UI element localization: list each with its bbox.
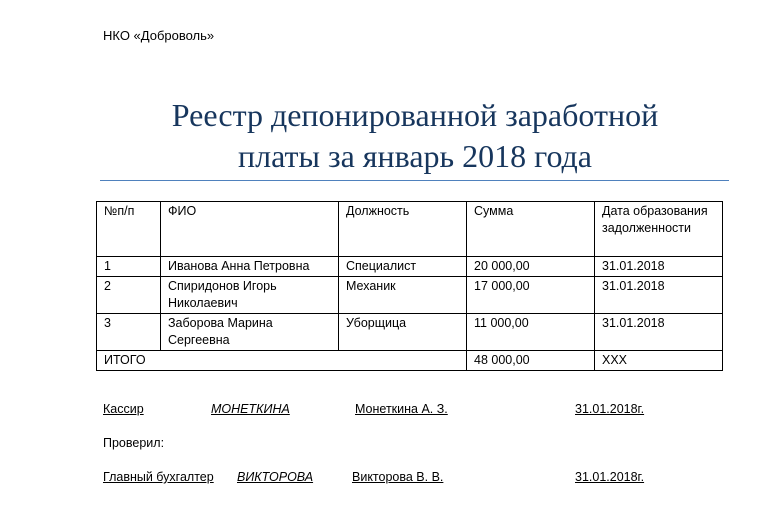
total-amount: 48 000,00 <box>467 351 595 371</box>
checked-label: Проверил: <box>103 436 165 450</box>
header-amount: Сумма <box>467 202 595 257</box>
row-date: 31.01.2018 <box>595 314 723 351</box>
row-name: Заборова Марина Сергеевна <box>161 314 339 351</box>
table-total-row <box>97 351 723 371</box>
accountant-role: Главный бухгалтер <box>103 470 214 484</box>
accountant-signature: ВИКТОРОВА <box>237 470 314 484</box>
header-fio: ФИО <box>161 202 339 257</box>
total-label: ИТОГО <box>97 351 467 371</box>
row-amount: 11 000,00 <box>467 314 595 351</box>
header-position: Должность <box>339 202 467 257</box>
row-position: Уборщица <box>339 314 467 351</box>
row-date: 31.01.2018 <box>595 277 723 314</box>
row-number: 1 <box>97 257 161 277</box>
cashier-date: 31.01.2018г. <box>575 402 645 416</box>
table-row <box>97 314 723 351</box>
cashier-role: Кассир <box>103 402 144 416</box>
row-number: 3 <box>97 314 161 351</box>
organization-name: НКО «Доброволь» <box>103 28 215 43</box>
header-debt-date: Дата образования задолженности <box>595 202 723 257</box>
row-amount: 20 000,00 <box>467 257 595 277</box>
table-row <box>97 257 723 277</box>
document-title <box>100 95 730 177</box>
accountant-name: Викторова В. В. <box>352 470 444 484</box>
cashier-signature: МОНЕТКИНА <box>211 402 290 416</box>
title-line-2: платы за январь 2018 года <box>237 138 592 174</box>
row-amount: 17 000,00 <box>467 277 595 314</box>
accountant-date: 31.01.2018г. <box>575 470 645 484</box>
row-position: Механик <box>339 277 467 314</box>
row-date: 31.01.2018 <box>595 257 723 277</box>
table-row <box>97 277 723 314</box>
title-underline <box>100 180 729 181</box>
row-name: Спиридонов Игорь Николаевич <box>161 277 339 314</box>
row-position: Специалист <box>339 257 467 277</box>
row-number: 2 <box>97 277 161 314</box>
cashier-name: Монеткина А. З. <box>355 402 448 416</box>
total-date: XXX <box>595 351 723 371</box>
accountant-signature-line <box>0 470 762 488</box>
deposit-register-table <box>96 201 723 371</box>
row-name: Иванова Анна Петровна <box>161 257 339 277</box>
cashier-signature-line <box>0 402 762 420</box>
table-header-row <box>97 202 723 257</box>
header-number: №п/п <box>97 202 161 257</box>
title-line-1: Реестр депонированной заработной <box>171 97 659 133</box>
